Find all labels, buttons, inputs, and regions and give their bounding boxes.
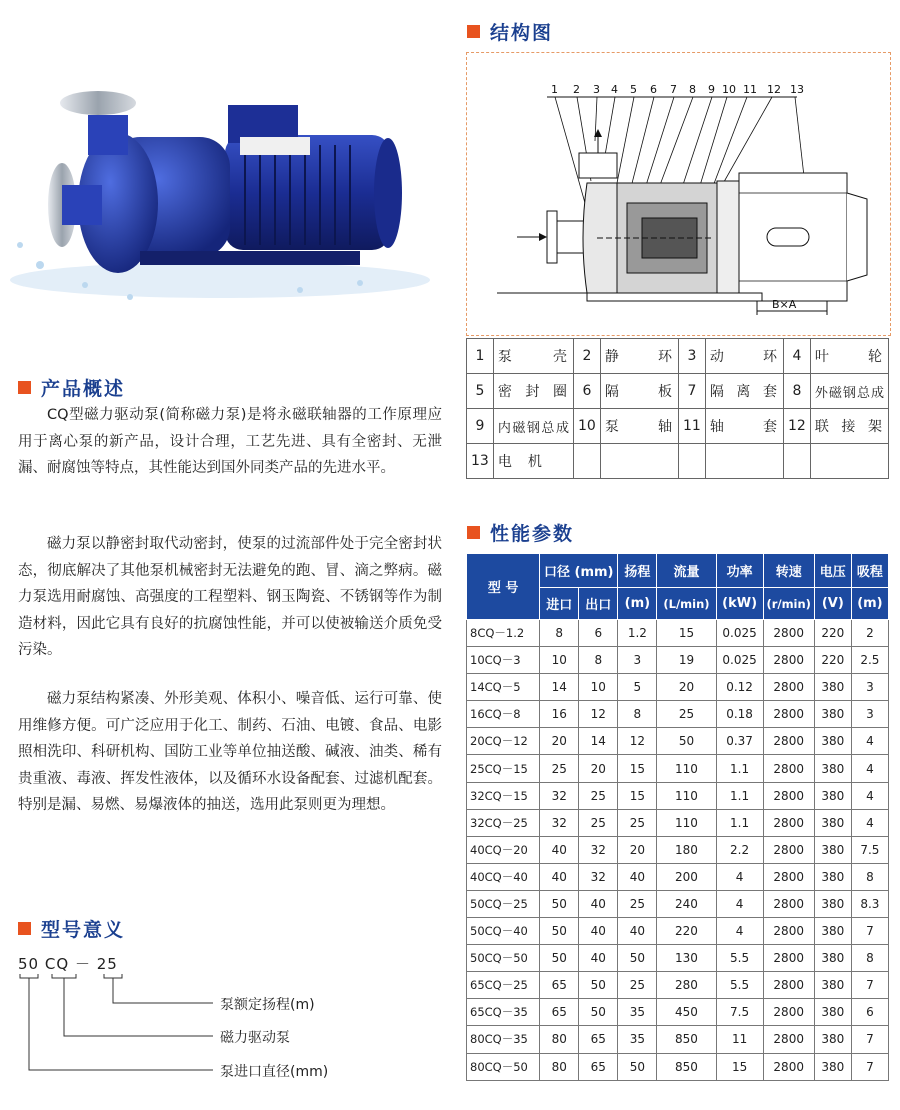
value-cell: 2800 xyxy=(763,1053,814,1080)
value-cell: 6 xyxy=(851,999,888,1026)
callout-number: 11 xyxy=(743,83,757,96)
model-heading: 型号意义 xyxy=(18,915,125,942)
dimension-label: B×A xyxy=(772,298,797,311)
value-cell: 3 xyxy=(851,674,888,701)
value-cell: 25 xyxy=(618,890,657,917)
performance-table xyxy=(466,553,889,1081)
model-code xyxy=(18,953,118,974)
model-code-series: CQ xyxy=(44,955,70,973)
value-cell: 380 xyxy=(814,972,851,999)
value-cell: 40 xyxy=(618,863,657,890)
structure-diagram xyxy=(466,52,891,336)
overview-paragraph-1: CQ型磁力驱动泵(简称磁力泵)是将永磁联轴器的工作原理应用于离心泵的新产品，设计合理，工艺先进、具有全密封、无泄漏、耐腐蚀等特点，其性能达到国外同类产品的先进水平。 xyxy=(18,407,442,476)
value-cell: 8 xyxy=(540,620,579,647)
value-cell: 40 xyxy=(579,918,618,945)
table-row: 5 密封圈 6 隔板 7 隔离套 8 外磁钢总成 xyxy=(467,374,889,409)
unit-suction: (m) xyxy=(851,588,888,620)
value-cell: 15 xyxy=(657,620,716,647)
value-cell: 380 xyxy=(814,674,851,701)
value-cell: 80 xyxy=(540,1026,579,1053)
table-row xyxy=(467,863,889,890)
value-cell: 19 xyxy=(657,647,716,674)
table-row xyxy=(467,999,889,1026)
value-cell: 380 xyxy=(814,836,851,863)
value-cell: 40 xyxy=(618,918,657,945)
value-cell: 50 xyxy=(540,945,579,972)
col-voltage: 电压 xyxy=(814,554,851,588)
value-cell: 4 xyxy=(716,918,763,945)
model-cell: 65CQ－25 xyxy=(467,972,540,999)
bullet-square-icon xyxy=(467,25,480,38)
value-cell: 16 xyxy=(540,701,579,728)
value-cell: 850 xyxy=(657,1053,716,1080)
value-cell: 0.025 xyxy=(716,620,763,647)
value-cell: 50 xyxy=(657,728,716,755)
table-row xyxy=(467,674,889,701)
value-cell: 7 xyxy=(851,1053,888,1080)
value-cell: 380 xyxy=(814,809,851,836)
table-row xyxy=(467,755,889,782)
model-cell: 40CQ－20 xyxy=(467,836,540,863)
table-row: 1 泵壳 2 静环 3 动环 4 叶轮 xyxy=(467,339,889,374)
col-caliber: 口径 (mm) xyxy=(540,554,618,588)
callout-number: 6 xyxy=(650,83,657,96)
value-cell: 2800 xyxy=(763,972,814,999)
value-cell: 180 xyxy=(657,836,716,863)
value-cell: 50 xyxy=(540,918,579,945)
value-cell: 8 xyxy=(851,945,888,972)
col-power: 功率 xyxy=(716,554,763,588)
value-cell: 1.1 xyxy=(716,809,763,836)
performance-table-body xyxy=(467,620,889,1081)
table-row xyxy=(467,809,889,836)
callout-number: 7 xyxy=(670,83,677,96)
value-cell: 380 xyxy=(814,701,851,728)
value-cell: 10 xyxy=(579,674,618,701)
value-cell: 7 xyxy=(851,972,888,999)
value-cell: 8.3 xyxy=(851,890,888,917)
value-cell: 65 xyxy=(540,972,579,999)
col-flow: 流量 xyxy=(657,554,716,588)
value-cell: 8 xyxy=(579,647,618,674)
value-cell: 32 xyxy=(579,836,618,863)
callout-number: 10 xyxy=(722,83,736,96)
value-cell: 32 xyxy=(540,782,579,809)
model-cell: 10CQ－3 xyxy=(467,647,540,674)
model-code-head: 25 xyxy=(96,955,118,973)
bullet-square-icon xyxy=(467,526,480,539)
unit-head: (m) xyxy=(618,588,657,620)
table-row xyxy=(467,1053,889,1080)
value-cell: 0.025 xyxy=(716,647,763,674)
unit-speed: (r/min) xyxy=(763,588,814,620)
value-cell: 380 xyxy=(814,755,851,782)
value-cell: 65 xyxy=(579,1053,618,1080)
table-row xyxy=(467,620,889,647)
value-cell: 80 xyxy=(540,1053,579,1080)
value-cell: 20 xyxy=(540,728,579,755)
model-cell: 32CQ－15 xyxy=(467,782,540,809)
value-cell: 2.2 xyxy=(716,836,763,863)
model-cell: 80CQ－35 xyxy=(467,1026,540,1053)
value-cell: 50 xyxy=(618,945,657,972)
value-cell: 3 xyxy=(851,701,888,728)
callout-number: 12 xyxy=(767,83,781,96)
value-cell: 40 xyxy=(579,890,618,917)
value-cell: 200 xyxy=(657,863,716,890)
model-cell: 50CQ－50 xyxy=(467,945,540,972)
value-cell: 380 xyxy=(814,945,851,972)
value-cell: 25 xyxy=(657,701,716,728)
value-cell: 2.5 xyxy=(851,647,888,674)
overview-paragraph-2: 磁力泵以静密封取代动密封，使泵的过流部件处于完全密封状态，彻底解决了其他泵机械密封无法避免的跑、冒、滴之弊病。磁力泵选用耐腐蚀、高强度的工程塑料、钢玉陶瓷、不锈钢等作为制造材料，因此它具有良好的抗腐蚀性能，并可以使被输送介质免受污染。 xyxy=(18,536,442,658)
table-row xyxy=(467,782,889,809)
value-cell: 4 xyxy=(851,755,888,782)
parts-table xyxy=(466,338,889,479)
value-cell: 2800 xyxy=(763,755,814,782)
unit-flow: (L/min) xyxy=(657,588,716,620)
value-cell: 35 xyxy=(618,1026,657,1053)
value-cell: 1.1 xyxy=(716,755,763,782)
value-cell: 2800 xyxy=(763,999,814,1026)
value-cell: 2800 xyxy=(763,945,814,972)
value-cell: 1.2 xyxy=(618,620,657,647)
model-cell: 80CQ－50 xyxy=(467,1053,540,1080)
table-row xyxy=(467,890,889,917)
value-cell: 4 xyxy=(851,728,888,755)
model-cell: 50CQ－25 xyxy=(467,890,540,917)
model-code-caliber: 50 xyxy=(18,955,40,973)
value-cell: 32 xyxy=(579,863,618,890)
value-cell: 6 xyxy=(579,620,618,647)
value-cell: 0.18 xyxy=(716,701,763,728)
value-cell: 32 xyxy=(540,809,579,836)
value-cell: 7 xyxy=(851,1026,888,1053)
value-cell: 2800 xyxy=(763,782,814,809)
structure-heading: 结构图 xyxy=(467,18,553,45)
value-cell: 0.37 xyxy=(716,728,763,755)
value-cell: 380 xyxy=(814,863,851,890)
callout-number: 9 xyxy=(708,83,715,96)
value-cell: 40 xyxy=(540,836,579,863)
value-cell: 8 xyxy=(851,863,888,890)
pump-photo xyxy=(0,75,440,305)
value-cell: 65 xyxy=(579,1026,618,1053)
value-cell: 2800 xyxy=(763,863,814,890)
value-cell: 130 xyxy=(657,945,716,972)
value-cell: 380 xyxy=(814,728,851,755)
col-inlet: 进口 xyxy=(540,588,579,620)
value-cell: 50 xyxy=(579,972,618,999)
value-cell: 220 xyxy=(814,647,851,674)
value-cell: 2800 xyxy=(763,809,814,836)
value-cell: 2800 xyxy=(763,728,814,755)
value-cell: 14 xyxy=(579,728,618,755)
value-cell: 110 xyxy=(657,809,716,836)
value-cell: 2800 xyxy=(763,701,814,728)
value-cell: 7.5 xyxy=(716,999,763,1026)
table-row xyxy=(467,918,889,945)
model-cell: 25CQ－15 xyxy=(467,755,540,782)
unit-voltage: (V) xyxy=(814,588,851,620)
value-cell: 11 xyxy=(716,1026,763,1053)
table-row xyxy=(467,972,889,999)
value-cell: 10 xyxy=(540,647,579,674)
value-cell: 450 xyxy=(657,999,716,1026)
col-suction: 吸程 xyxy=(851,554,888,588)
value-cell: 3 xyxy=(618,647,657,674)
value-cell: 20 xyxy=(579,755,618,782)
value-cell: 40 xyxy=(579,945,618,972)
value-cell: 8 xyxy=(618,701,657,728)
value-cell: 7.5 xyxy=(851,836,888,863)
bullet-square-icon xyxy=(18,381,31,394)
value-cell: 20 xyxy=(657,674,716,701)
value-cell: 7 xyxy=(851,918,888,945)
model-label-caliber: 泵进口直径(mm) xyxy=(220,1064,329,1080)
callout-number: 8 xyxy=(689,83,696,96)
value-cell: 220 xyxy=(814,620,851,647)
bullet-square-icon xyxy=(18,922,31,935)
model-cell: 14CQ－5 xyxy=(467,674,540,701)
value-cell: 50 xyxy=(618,1053,657,1080)
value-cell: 380 xyxy=(814,890,851,917)
table-row: 9 内磁钢总成 10 泵轴 11 轴套 12 联接架 xyxy=(467,409,889,444)
value-cell: 15 xyxy=(618,755,657,782)
value-cell: 25 xyxy=(618,809,657,836)
value-cell: 5 xyxy=(618,674,657,701)
model-bracket-lines xyxy=(18,972,228,1082)
value-cell: 4 xyxy=(716,863,763,890)
model-cell: 65CQ－35 xyxy=(467,999,540,1026)
table-row: 13 电机 xyxy=(467,444,889,479)
value-cell: 2800 xyxy=(763,1026,814,1053)
value-cell: 15 xyxy=(716,1053,763,1080)
callout-number: 5 xyxy=(630,83,637,96)
value-cell: 50 xyxy=(579,999,618,1026)
value-cell: 110 xyxy=(657,755,716,782)
value-cell: 380 xyxy=(814,782,851,809)
table-row xyxy=(467,1026,889,1053)
model-code-dash: － xyxy=(74,955,91,973)
value-cell: 15 xyxy=(618,782,657,809)
value-cell: 2800 xyxy=(763,647,814,674)
value-cell: 280 xyxy=(657,972,716,999)
value-cell: 25 xyxy=(579,809,618,836)
model-cell: 20CQ－12 xyxy=(467,728,540,755)
table-row xyxy=(467,945,889,972)
callout-number: 13 xyxy=(790,83,804,96)
table-row xyxy=(467,728,889,755)
callout-number: 1 xyxy=(551,83,558,96)
value-cell: 20 xyxy=(618,836,657,863)
value-cell: 850 xyxy=(657,1026,716,1053)
table-row xyxy=(467,647,889,674)
value-cell: 2 xyxy=(851,620,888,647)
col-model: 型 号 xyxy=(467,554,540,620)
value-cell: 25 xyxy=(540,755,579,782)
callout-number: 3 xyxy=(593,83,600,96)
value-cell: 5.5 xyxy=(716,972,763,999)
col-speed: 转速 xyxy=(763,554,814,588)
value-cell: 380 xyxy=(814,1053,851,1080)
value-cell: 5.5 xyxy=(716,945,763,972)
value-cell: 220 xyxy=(657,918,716,945)
col-head: 扬程 xyxy=(618,554,657,588)
value-cell: 1.1 xyxy=(716,782,763,809)
value-cell: 380 xyxy=(814,1026,851,1053)
unit-power: (kW) xyxy=(716,588,763,620)
value-cell: 4 xyxy=(851,782,888,809)
table-row xyxy=(467,701,889,728)
model-label-series: 磁力驱动泵 xyxy=(220,1030,290,1046)
value-cell: 4 xyxy=(851,809,888,836)
value-cell: 25 xyxy=(618,972,657,999)
value-cell: 380 xyxy=(814,918,851,945)
value-cell: 14 xyxy=(540,674,579,701)
pump-cross-section-drawing xyxy=(467,53,890,335)
value-cell: 380 xyxy=(814,999,851,1026)
value-cell: 12 xyxy=(579,701,618,728)
overview-heading: 产品概述 xyxy=(18,374,125,401)
value-cell: 65 xyxy=(540,999,579,1026)
callout-number: 2 xyxy=(573,83,580,96)
value-cell: 240 xyxy=(657,890,716,917)
value-cell: 35 xyxy=(618,999,657,1026)
value-cell: 2800 xyxy=(763,918,814,945)
value-cell: 4 xyxy=(716,890,763,917)
value-cell: 0.12 xyxy=(716,674,763,701)
model-cell: 40CQ－40 xyxy=(467,863,540,890)
params-heading: 性能参数 xyxy=(467,519,574,546)
value-cell: 2800 xyxy=(763,890,814,917)
col-outlet: 出口 xyxy=(579,588,618,620)
value-cell: 2800 xyxy=(763,620,814,647)
model-label-head: 泵额定扬程(m) xyxy=(220,997,315,1013)
value-cell: 50 xyxy=(540,890,579,917)
value-cell: 2800 xyxy=(763,836,814,863)
overview-paragraph-3: 磁力泵结构紧凑、外形美观、体积小、噪音低、运行可靠、使用维修方便。可广泛应用于化工、制药、石油、电镀、食品、电影照相洗印、科研机构、国防工业等单位抽送酸、碱液、油类、稀有贵重液、毒液、挥发性液体，以及循环水设备配套、过滤机配套。特别是漏、易燃、易爆液体的抽送，选用此泵则更为理想。 xyxy=(18,691,442,813)
value-cell: 25 xyxy=(579,782,618,809)
value-cell: 2800 xyxy=(763,674,814,701)
model-cell: 50CQ－40 xyxy=(467,918,540,945)
value-cell: 110 xyxy=(657,782,716,809)
callout-number: 4 xyxy=(611,83,618,96)
model-cell: 16CQ－8 xyxy=(467,701,540,728)
model-cell: 32CQ－25 xyxy=(467,809,540,836)
model-cell: 8CQ－1.2 xyxy=(467,620,540,647)
table-row xyxy=(467,836,889,863)
value-cell: 40 xyxy=(540,863,579,890)
value-cell: 12 xyxy=(618,728,657,755)
